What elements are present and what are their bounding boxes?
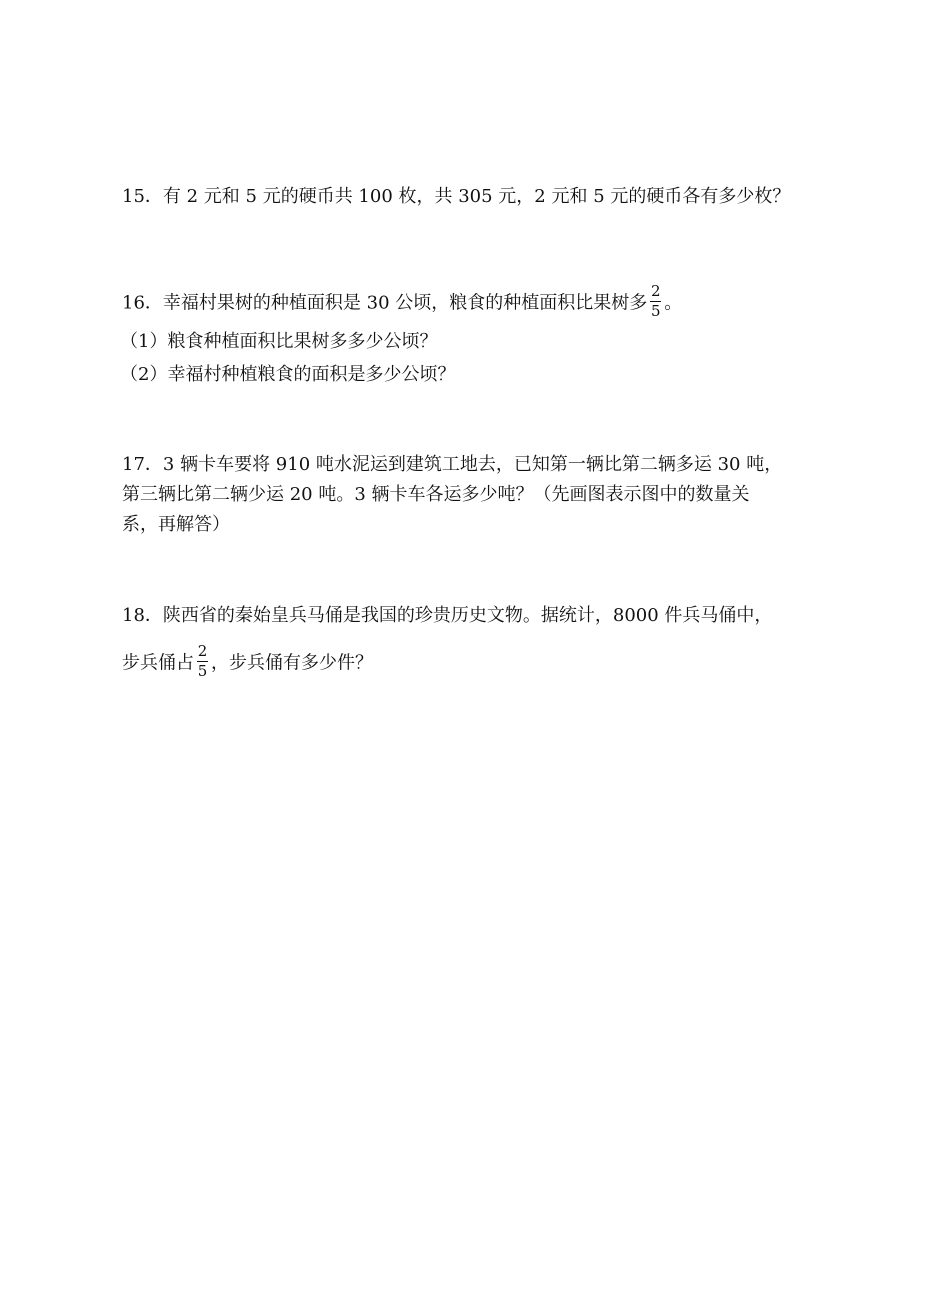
fraction-numerator: 2 xyxy=(650,282,661,300)
question-17-text-3: 系，再解答） xyxy=(122,514,230,535)
question-16-sub-2 xyxy=(120,361,455,389)
question-16-sub-1-text: （1）粮食种植面积比果树多多少公顷？ xyxy=(120,331,438,352)
question-17-line-1 xyxy=(122,451,782,479)
question-16-sub-2-text: （2）幸福村种植粮食的面积是多少公顷？ xyxy=(120,364,456,385)
question-17-line-2 xyxy=(122,481,750,509)
fraction-denominator: 5 xyxy=(650,302,661,320)
fraction-two-fifths xyxy=(650,283,661,320)
question-18-text-1: 18．陕西省的秦始皇兵马俑是我国的珍贵历史文物。据统计，8000 件兵马俑中， xyxy=(122,605,773,626)
question-15 xyxy=(122,183,790,211)
question-16-period: 。 xyxy=(664,292,683,314)
question-18-line-1 xyxy=(122,602,772,630)
question-17-text-2: 第三辆比第二辆少运 20 吨。3 辆卡车各运多少吨？（先画图表示图中的数量关 xyxy=(122,484,750,505)
question-18-text-2b: ，步兵俑有多少件？ xyxy=(211,652,373,674)
question-17-text-1: 17．3 辆卡车要将 910 吨水泥运到建筑工地去，已知第一辆比第二辆多运 30 吨， xyxy=(122,454,783,475)
question-15-text: 15．有 2 元和 5 元的硬币共 100 枚，共 305 元，2 元和 5 元的硬币各有多少枚？ xyxy=(122,186,791,207)
question-18-text-2a: 步兵俑占 xyxy=(122,652,194,674)
question-16 xyxy=(122,282,683,322)
fraction-denominator: 5 xyxy=(197,662,208,680)
question-16-sub-1 xyxy=(120,328,437,356)
question-17-line-3 xyxy=(122,511,230,539)
fraction-two-fifths xyxy=(197,643,208,680)
fraction-numerator: 2 xyxy=(197,642,208,660)
question-18-line-2 xyxy=(122,642,373,682)
question-16-text: 16．幸福村果树的种植面积是 30 公顷，粮食的种植面积比果树多 xyxy=(122,292,648,314)
